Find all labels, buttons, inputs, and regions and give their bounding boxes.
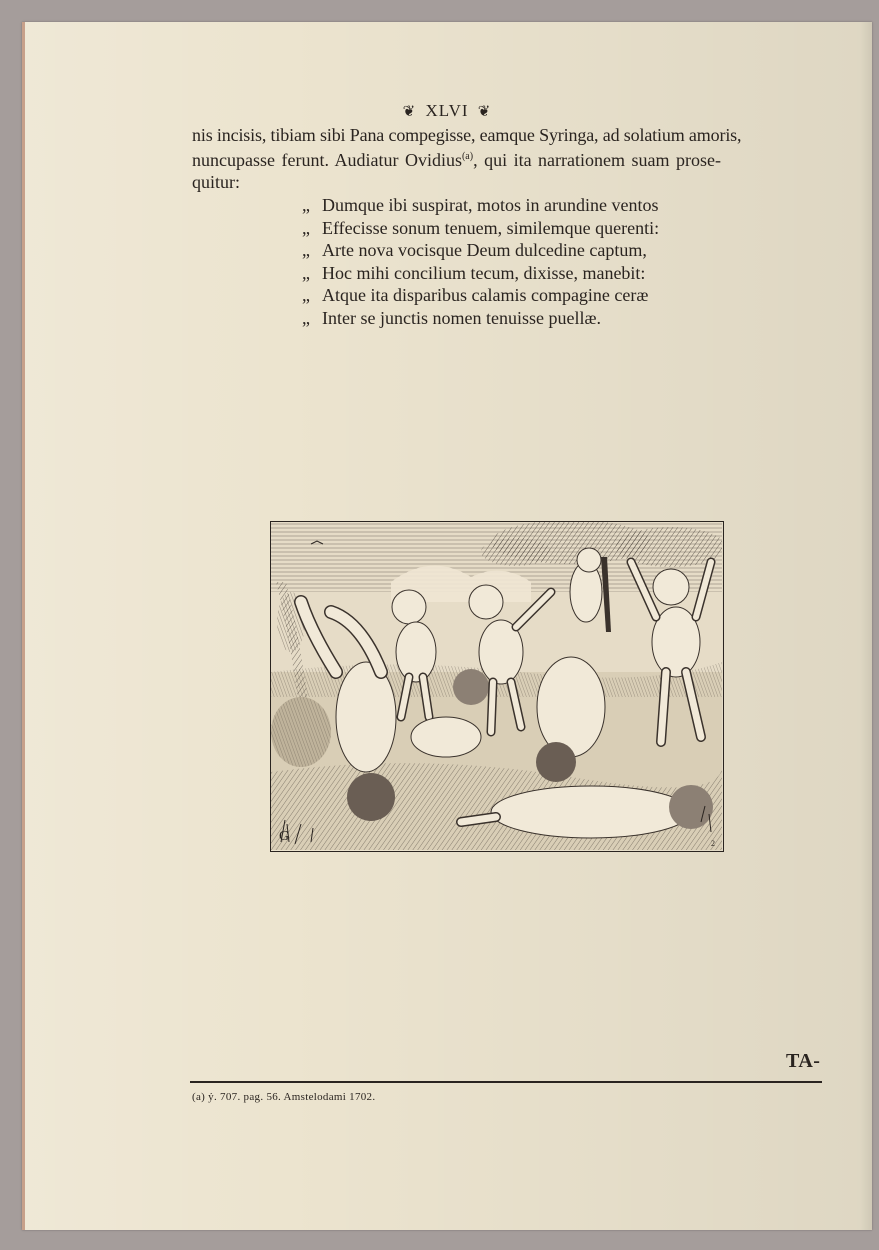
prose-line-1: nis incisis, tibiam sibi Pana compegisse, eamque Syringa, ad solatium amoris,: [192, 125, 742, 145]
page-edge-right: [860, 22, 872, 1230]
footnote: (a) ỷ. 707. pag. 56. Amstelodami 1702.: [192, 1091, 376, 1103]
plate-number: 2: [711, 839, 715, 848]
page-edge-left: [22, 22, 25, 1230]
verse-line: „ Inter se junctis nomen tenuisse puellæ.: [302, 307, 601, 328]
book-page: [22, 22, 872, 1230]
quote-mark: „: [302, 285, 310, 305]
verse-line: „ Atque ita disparibus calamis compagine ceræ: [302, 285, 649, 305]
prose-paragraph: [192, 124, 832, 193]
fleuron-left-icon: ❦: [402, 104, 417, 120]
quote-mark: „: [302, 195, 310, 215]
engraving-artwork: [271, 522, 722, 850]
quote-mark: „: [302, 262, 310, 283]
quote-mark: „: [302, 240, 310, 260]
verse-line: „ Effecisse sonum tenuem, similemque querenti:: [302, 217, 660, 238]
verse-quotation: [302, 194, 822, 329]
prose-line-2-end: , qui ita narrationem suam prose-: [473, 150, 721, 170]
quote-mark: „: [302, 307, 310, 328]
engraving-putti-playing: [270, 521, 724, 852]
page-number-header: [22, 101, 872, 121]
verse-line: „ Arte nova vocisque Deum dulcedine captum,: [302, 240, 647, 260]
prose-line-2: [192, 146, 832, 171]
verse-line: „ Hoc mihi concilium tecum, dixisse, manebit:: [302, 262, 646, 283]
catchword: TA-: [786, 1050, 821, 1072]
footnote-rule: [190, 1081, 822, 1083]
page-number: XLVI: [425, 101, 469, 120]
footnote-reference: (a): [461, 151, 474, 162]
quote-mark: „: [302, 217, 310, 238]
engraver-monogram: G: [279, 829, 290, 844]
verse-line: „ Dumque ibi suspirat, motos in arundine ventos: [302, 195, 659, 215]
fleuron-right-icon: ❦: [477, 104, 492, 120]
prose-line-3: quitur:: [192, 172, 240, 192]
prose-line-2-start: nuncupasse ferunt. Audiatur Ovidius: [192, 150, 462, 170]
